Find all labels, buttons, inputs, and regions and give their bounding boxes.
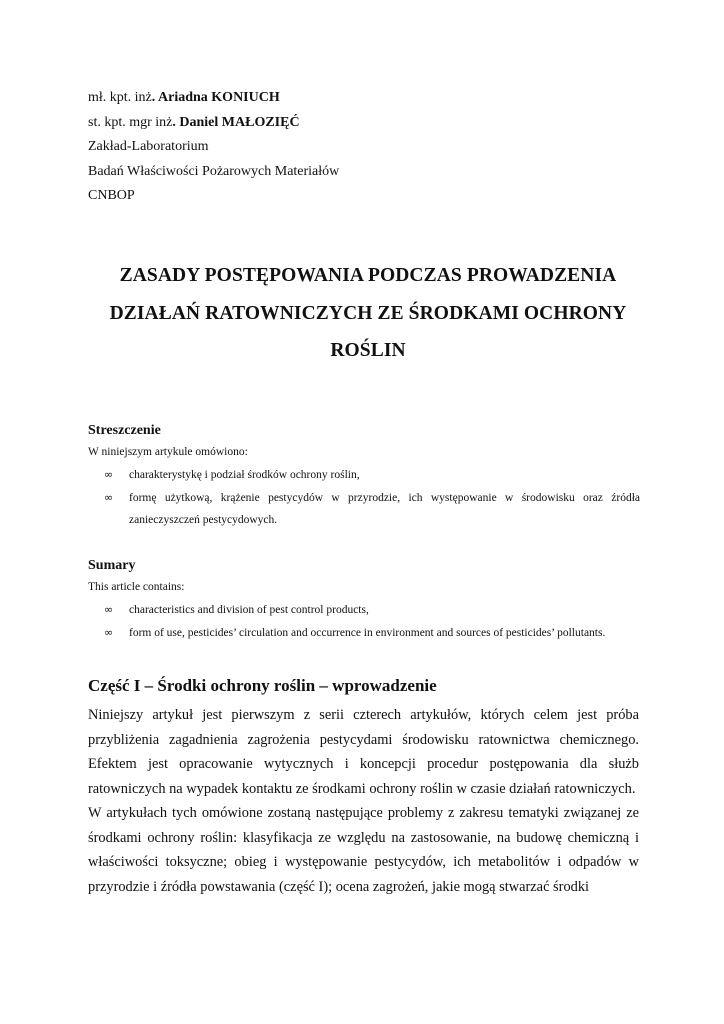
list-item: ∞ characteristics and division of pest control products, — [104, 599, 640, 622]
author-title: st. kpt. mgr inż — [88, 114, 173, 130]
document-title — [88, 257, 648, 370]
author-line — [88, 86, 339, 111]
author-block — [88, 86, 339, 209]
list-item: ∞ form of use, pesticides’ circulation and occurrence in environment and sources of pesticides’ pollutants. — [104, 622, 640, 645]
paragraph: Niniejszy artykuł jest pierwszym z serii czterech artykułów, których celem jest próba przybliżenia zagadnienia zagrożenia pestycydami środowisku ratownictwa chemicznego. Efektem jest opracowanie wytycznych i koncepcji procedur postępowania dla służb ratowniczych na wypadek kontaktu ze środkami ochrony roślin w czasie działań ratowniczych. — [88, 707, 639, 797]
summary-list — [104, 599, 640, 644]
paragraph: W artykułach tych omówione zostaną następujące problemy z zakresu tematyki związanej ze środkami ochrony roślin: klasyfikacja ze względu na zastosowanie, na budowę chemiczną i właściwości toksyczne; obieg i występowanie pestycydów, ich metabolitów i odpadów w przyrodzie i źródła powstawania (część I); ocena zagrożeń, jakie mogą stwarzać środki — [88, 805, 639, 895]
infinity-bullet-icon: ∞ — [104, 625, 114, 639]
part1-heading: Część I – Środki ochrony roślin – wprowadzenie — [88, 676, 437, 695]
list-item: ∞ formę użytkową, krążenie pestycydów w przyrodzie, ich występowanie w środowisku oraz źródła zanieczyszczeń pestycydowych. — [104, 487, 640, 532]
summary-heading: Sumary — [88, 558, 136, 573]
author-title: mł. kpt. inż — [88, 90, 152, 105]
infinity-bullet-icon: ∞ — [104, 490, 114, 504]
author-name: . Ariadna KONIUCH — [151, 90, 280, 105]
summary-intro: This article contains: — [88, 581, 185, 593]
list-item: ∞ charakterystykę i podział środków ochrony roślin, — [104, 464, 640, 487]
infinity-bullet-icon: ∞ — [104, 603, 114, 616]
author-line — [88, 111, 339, 136]
title-line: DZIAŁAŃ RATOWNICZYCH ZE ŚRODKAMI OCHRONY — [109, 302, 627, 324]
affiliation-line: CNBOP — [88, 188, 135, 204]
title-line: ROŚLIN — [330, 340, 406, 361]
infinity-bullet-icon: ∞ — [104, 468, 114, 481]
streszczenie-intro: W niniejszym artykule omówiono: — [88, 446, 248, 458]
streszczenie-list — [104, 464, 640, 532]
streszczenie-heading: Streszczenie — [88, 423, 161, 438]
author-name: . Daniel MAŁOZIĘĆ — [172, 114, 300, 130]
title-line: ZASADY POSTĘPOWANIA PODCZAS PROWADZENIA — [119, 265, 617, 286]
affiliation-line: Badań Właściwości Pożarowych Materiałów — [88, 163, 340, 179]
affiliation-line: Zakład-Laboratorium — [88, 139, 209, 155]
part1-body — [88, 703, 639, 899]
